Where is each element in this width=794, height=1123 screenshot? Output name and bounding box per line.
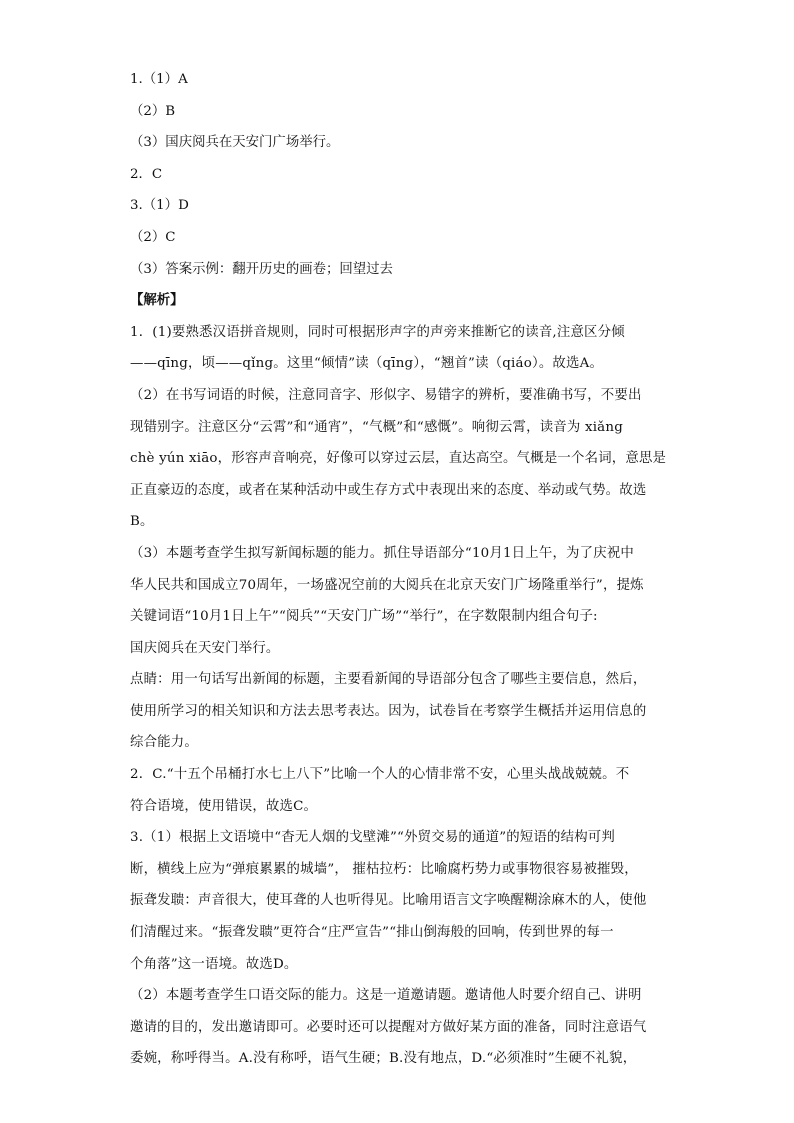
answer-line: 1.（1）A: [130, 72, 188, 87]
analysis-line: ——qīng，顷——qǐng。这里“倾情”读（qīng），“翘首”读（qiáo）。故选A。: [130, 356, 604, 372]
analysis-line: （2）本题考查学生口语交际的能力。这是一道邀请题。邀请他人时要介绍自己、讲明: [130, 988, 642, 1004]
answer-line: （2）B: [130, 103, 176, 119]
analysis-heading: 【解析】: [130, 292, 184, 309]
analysis-line: 现错别字。注意区分“云霄”和“通宵”，“气概”和“感慨”。响彻云霄，读音为 xiǎng: [130, 419, 623, 435]
analysis-line: 使用所学习的相关知识和方法去思考表达。因为，试卷旨在考察学生概括并运用信息的: [130, 703, 647, 719]
answer-document: [130, 64, 675, 1075]
analysis-line: B。: [130, 514, 154, 530]
analysis-line: 振聋发聩：声音很大，使耳聋的人也听得见。比喻用语言文字唤醒糊涂麻木的人，使他: [130, 893, 647, 909]
analysis-line: 2．C.“十五个吊桶打水七上八下”比喻一个人的心情非常不安，心里头战战兢兢。不: [130, 767, 630, 783]
analysis-line: （3）本题考查学生拟写新闻标题的能力。抓住导语部分“10月1日上午，为了庆祝中: [130, 545, 635, 561]
analysis-line: 正直豪迈的态度，或者在某种活动中或生存方式中表现出来的态度、举动或气势。故选: [130, 482, 647, 498]
analysis-line: 综合能力。: [130, 735, 198, 751]
analysis-line: 3.（1）根据上文语境中“杳无人烟的戈壁滩”“外贸交易的通道”的短语的结构可判: [130, 830, 615, 846]
analysis-line: 华人民共和国成立70周年，一场盛况空前的大阅兵在北京天安门广场隆重举行”，提炼: [130, 577, 644, 593]
answer-line: 3.（1）D: [130, 198, 189, 214]
analysis-line: 委婉，称呼得当。A.没有称呼，语气生硬；B.没有地点，D.“必须准时”生硬不礼貌，: [130, 1051, 637, 1067]
analysis-line: 邀请的目的，发出邀请即可。必要时还可以提醒对方做好某方面的准备，同时注意语气: [130, 1019, 647, 1035]
analysis-line: 1．(1)要熟悉汉语拼音规则，同时可根据形声字的声旁来推断它的读音,注意区分倾: [130, 324, 625, 340]
analysis-line: 个角落”这一语境。故选D。: [130, 956, 298, 972]
analysis-line: chè yún xiāo，形容声音响亮，好像可以穿过云层，直达高空。气概是一个名词，意思是: [130, 451, 667, 467]
answer-line: （3）答案示例：翻开历史的画卷；回望过去: [130, 261, 393, 277]
analysis-line: 点睛：用一句话写出新闻的标题，主要看新闻的导语部分包含了哪些主要信息，然后，: [130, 672, 647, 688]
analysis-line: 符合语境，使用错误，故选C。: [130, 798, 318, 814]
analysis-line: 关键词语“10月1日上午”“阅兵”“天安门广场”“举行”，在字数限制内组合句子:: [130, 609, 598, 625]
answer-line: （3）国庆阅兵在天安门广场举行。: [130, 135, 340, 151]
analysis-line: （2）在书写词语的时候，注意同音字、形似字、易错字的辨析，要准确书写，不要出: [130, 387, 642, 403]
answer-line: 2．C: [130, 166, 163, 182]
answer-line: （2）C: [130, 229, 176, 245]
analysis-line: 国庆阅兵在天安门举行。: [130, 640, 280, 656]
analysis-line: 们清醒过来。“振聋发聩”更符合“庄严宣告”“排山倒海般的回响，传到世界的每一: [130, 925, 614, 941]
analysis-line: 断，横线上应为“弹痕累累的城墙”， 摧枯拉朽：比喻腐朽势力或事物很容易被摧毁，: [130, 861, 638, 877]
